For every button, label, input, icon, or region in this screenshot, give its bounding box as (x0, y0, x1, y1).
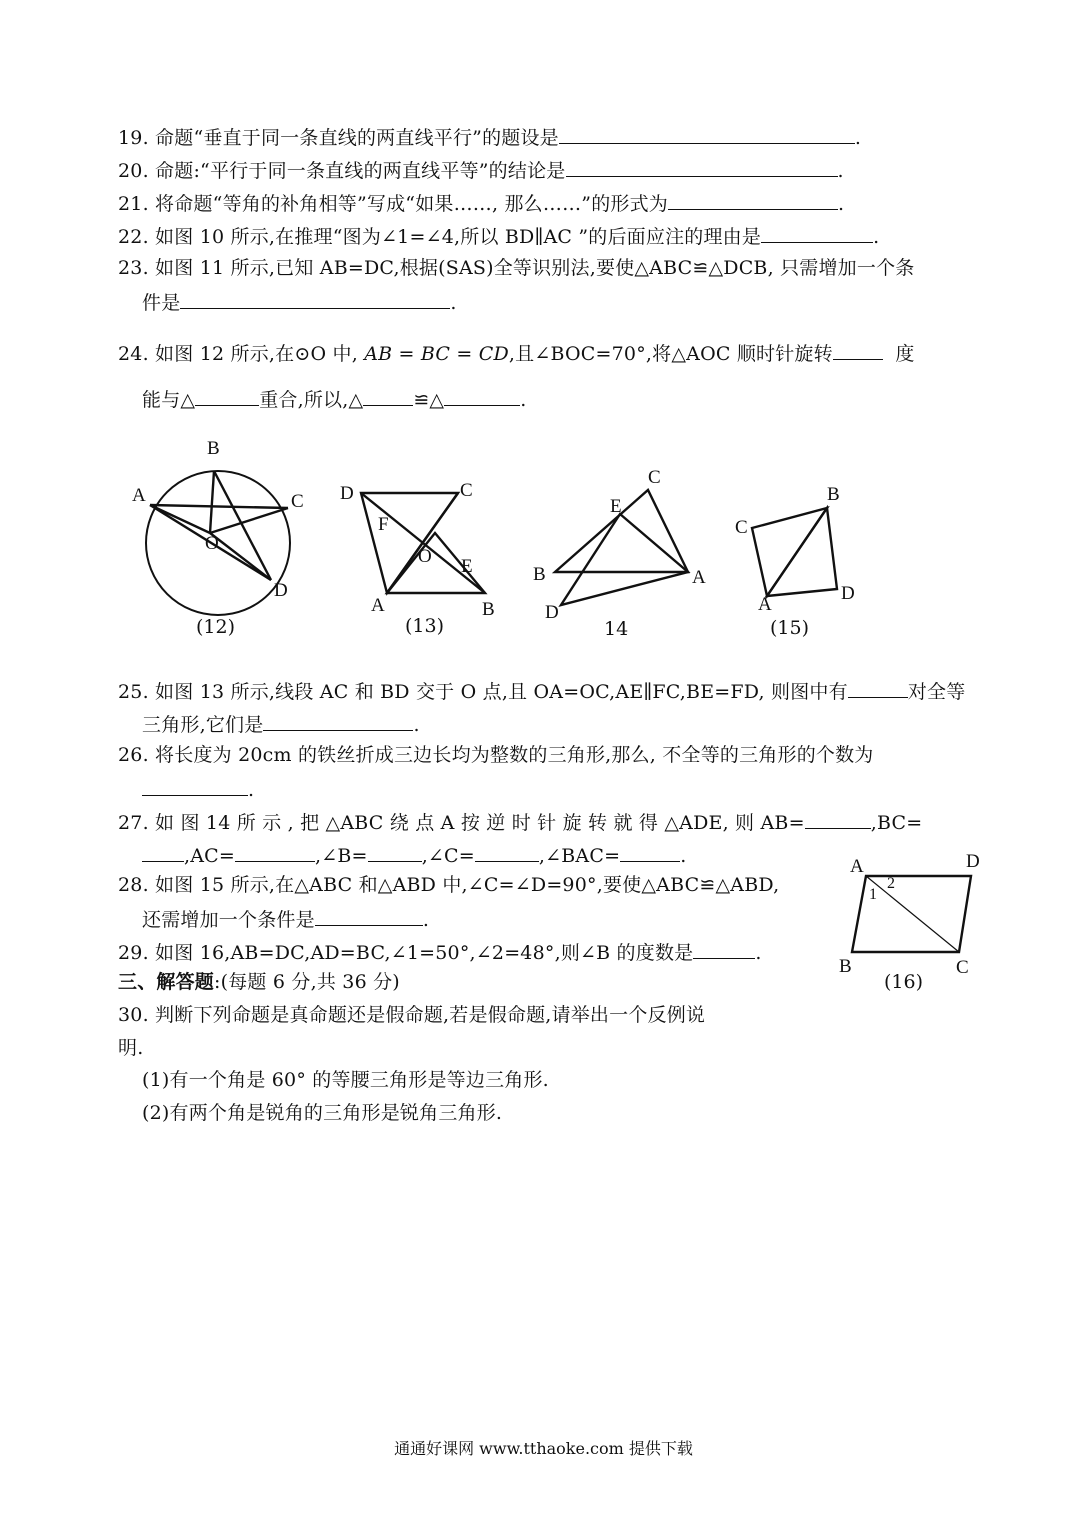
answer-blank[interactable] (195, 386, 259, 406)
figure-14-caption: 14 (604, 618, 629, 640)
question-21 (118, 190, 844, 216)
period: . (755, 942, 762, 964)
question-23-text2: 件是 (142, 292, 181, 314)
period: . (450, 292, 457, 314)
angle-1-label: 1 (869, 886, 877, 903)
period: . (837, 160, 844, 182)
question-24-text2: ,且∠BOC=70°,将△AOC 顺时针旋转 (508, 343, 833, 365)
period: . (422, 909, 430, 931)
question-25-text1b: 对全等 (907, 681, 966, 703)
question-26-line2 (142, 776, 254, 802)
answer-blank[interactable] (805, 809, 871, 829)
answer-blank[interactable] (566, 157, 838, 177)
answer-blank[interactable] (235, 842, 315, 862)
answer-blank[interactable] (263, 711, 413, 731)
answer-blank[interactable] (559, 124, 855, 144)
point-b-label: B (839, 956, 852, 977)
question-24-text4: 能与△ (142, 389, 196, 411)
question-27-s2: ,∠B= (315, 845, 368, 867)
question-30-item2-text: (2)有两个角是锐角的三角形是锐角三角形. (142, 1102, 503, 1124)
answer-blank[interactable] (142, 776, 248, 796)
period: . (248, 779, 255, 801)
answer-blank[interactable] (363, 386, 413, 406)
question-28-text2: 还需增加一个条件是 (142, 909, 315, 931)
figure-16 (836, 852, 986, 1006)
period: . (854, 127, 862, 149)
question-25-line1 (118, 678, 965, 704)
answer-blank[interactable] (180, 289, 450, 309)
angle-2-label: 2 (887, 875, 895, 892)
question-23-text: 23. 如图 11 所示,已知 AB=DC,根据(SAS)全等识别法,要使△ABC≌△DCB, 只需增加一个条 (118, 257, 915, 279)
question-30-item1 (142, 1068, 549, 1092)
point-a-label: A (132, 485, 146, 506)
question-30-text: 30. 判断下列命题是真命题还是假命题,若是假命题,请举出一个反例说 (118, 1004, 706, 1026)
section-3-note: :(每题 6 分,共 36 分) (214, 971, 400, 993)
point-d-label: D (545, 602, 559, 623)
point-f-label: F (378, 514, 389, 535)
question-29 (118, 939, 762, 965)
question-24-text5: 重合,所以,△ (259, 389, 364, 411)
math-expression: AB = BC = CD (364, 343, 509, 365)
question-24-line1 (118, 340, 915, 366)
question-19-text: 19. 命题“垂直于同一条直线的两直线平行”的题设是 (118, 127, 559, 149)
point-d-label: D (841, 583, 855, 604)
point-e-label: E (610, 496, 622, 517)
answer-blank[interactable] (368, 842, 422, 862)
question-24-text6: ≌△ (413, 389, 445, 411)
figure-16-caption: (16) (884, 971, 924, 993)
question-30-line2 (118, 1036, 143, 1060)
question-27-text: 27. 如 图 14 所 示 , 把 △ABC 绕 点 A 按 逆 时 针 旋 转 就 得 △ADE, 则 AB= (118, 812, 805, 834)
point-a-label: A (758, 594, 772, 615)
question-27-line2 (142, 842, 686, 868)
point-e-label: E (461, 556, 473, 577)
point-d-label: D (274, 580, 288, 601)
question-22 (118, 223, 879, 249)
question-25-text2: 三角形,它们是 (142, 714, 264, 736)
answer-blank[interactable] (668, 190, 838, 210)
question-24-line2 (142, 386, 527, 412)
question-30-item2 (142, 1101, 502, 1125)
point-o-label: O (205, 533, 219, 554)
point-c-label: C (648, 467, 661, 488)
figure-13 (335, 478, 505, 642)
figure-12 (130, 435, 320, 659)
figure-14 (530, 462, 720, 656)
question-28-line2 (142, 906, 429, 932)
period: . (873, 226, 880, 248)
point-a-label: A (692, 567, 706, 588)
point-o-label: O (418, 546, 432, 567)
point-c-label: C (956, 957, 969, 978)
question-27-line1 (118, 809, 922, 835)
point-b-label: B (207, 438, 220, 459)
period: . (838, 193, 845, 215)
answer-blank[interactable] (848, 678, 908, 698)
question-27-s3: ,∠C= (421, 845, 475, 867)
point-d-label: D (966, 851, 980, 872)
period: . (520, 389, 527, 411)
point-b-label: B (533, 564, 546, 585)
question-21-text: 21. 将命题“等角的补角相等”写成“如果……, 那么……”的形式为 (118, 193, 668, 215)
question-27-s4: ,∠BAC= (538, 845, 621, 867)
question-23-line2 (142, 289, 457, 315)
answer-blank[interactable] (693, 939, 755, 959)
section-3-title: 三、解答题 (118, 971, 215, 993)
question-24-text: 24. 如图 12 所示,在⊙O 中, (118, 343, 358, 365)
question-20-text: 20. 命题:“平行于同一条直线的两直线平等”的结论是 (118, 160, 566, 182)
question-25-text: 25. 如图 13 所示,线段 AC 和 BD 交于 O 点,且 OA=OC,AE∥FC,BE=FD, 则图中有 (118, 681, 848, 703)
answer-blank[interactable] (833, 340, 883, 360)
question-30-item1-text: (1)有一个角是 60° 的等腰三角形是等边三角形. (142, 1069, 549, 1091)
point-a-label: A (850, 856, 864, 877)
point-a-label: A (371, 595, 385, 616)
answer-blank[interactable] (142, 842, 184, 862)
question-26-line1 (118, 743, 874, 767)
answer-blank[interactable] (444, 386, 520, 406)
question-28-text: 28. 如图 15 所示,在△ABC 和△ABD 中,∠C=∠D=90°,要使△ABC≌△ABD, (118, 874, 780, 896)
point-c-label: C (291, 491, 304, 512)
point-c-label: C (460, 480, 473, 501)
point-b-label: B (827, 484, 840, 505)
answer-blank[interactable] (475, 842, 539, 862)
question-29-text: 29. 如图 16,AB=DC,AD=BC,∠1=50°,∠2=48°,则∠B 的度数是 (118, 942, 694, 964)
figure-15-caption: (15) (770, 617, 810, 639)
page-footer: 通通好课网 www.tthaoke.com 提供下载 (394, 1439, 693, 1458)
figure-15 (730, 482, 870, 656)
period: . (680, 845, 687, 867)
question-27-text1b: ,BC= (870, 812, 923, 834)
question-25-line2 (142, 711, 420, 737)
question-22-text: 22. 如图 10 所示,在推理“图为∠1=∠4,所以 BD∥AC ”的后面应注的理由是 (118, 226, 762, 248)
question-24-text3: 度 (895, 343, 915, 365)
point-d-label: D (340, 483, 354, 504)
question-23-line1 (118, 256, 914, 280)
point-b-label: B (482, 599, 495, 620)
section-3-heading (118, 970, 400, 994)
answer-blank[interactable] (761, 223, 873, 243)
answer-blank[interactable] (620, 842, 680, 862)
figure-13-caption: (13) (405, 615, 445, 637)
question-19 (118, 124, 861, 150)
period: . (413, 714, 420, 736)
answer-blank[interactable] (315, 906, 423, 926)
question-27-s1: ,AC= (184, 845, 236, 867)
question-30-text2: 明. (118, 1037, 144, 1059)
question-28-line1 (118, 873, 779, 897)
point-c-label: C (735, 517, 748, 538)
question-26-text: 26. 将长度为 20cm 的铁丝折成三边长均为整数的三角形,那么, 不全等的三角形的个数为 (118, 744, 874, 766)
question-20 (118, 157, 844, 183)
figure-12-caption: (12) (196, 616, 236, 638)
question-30-line1 (118, 1003, 705, 1027)
